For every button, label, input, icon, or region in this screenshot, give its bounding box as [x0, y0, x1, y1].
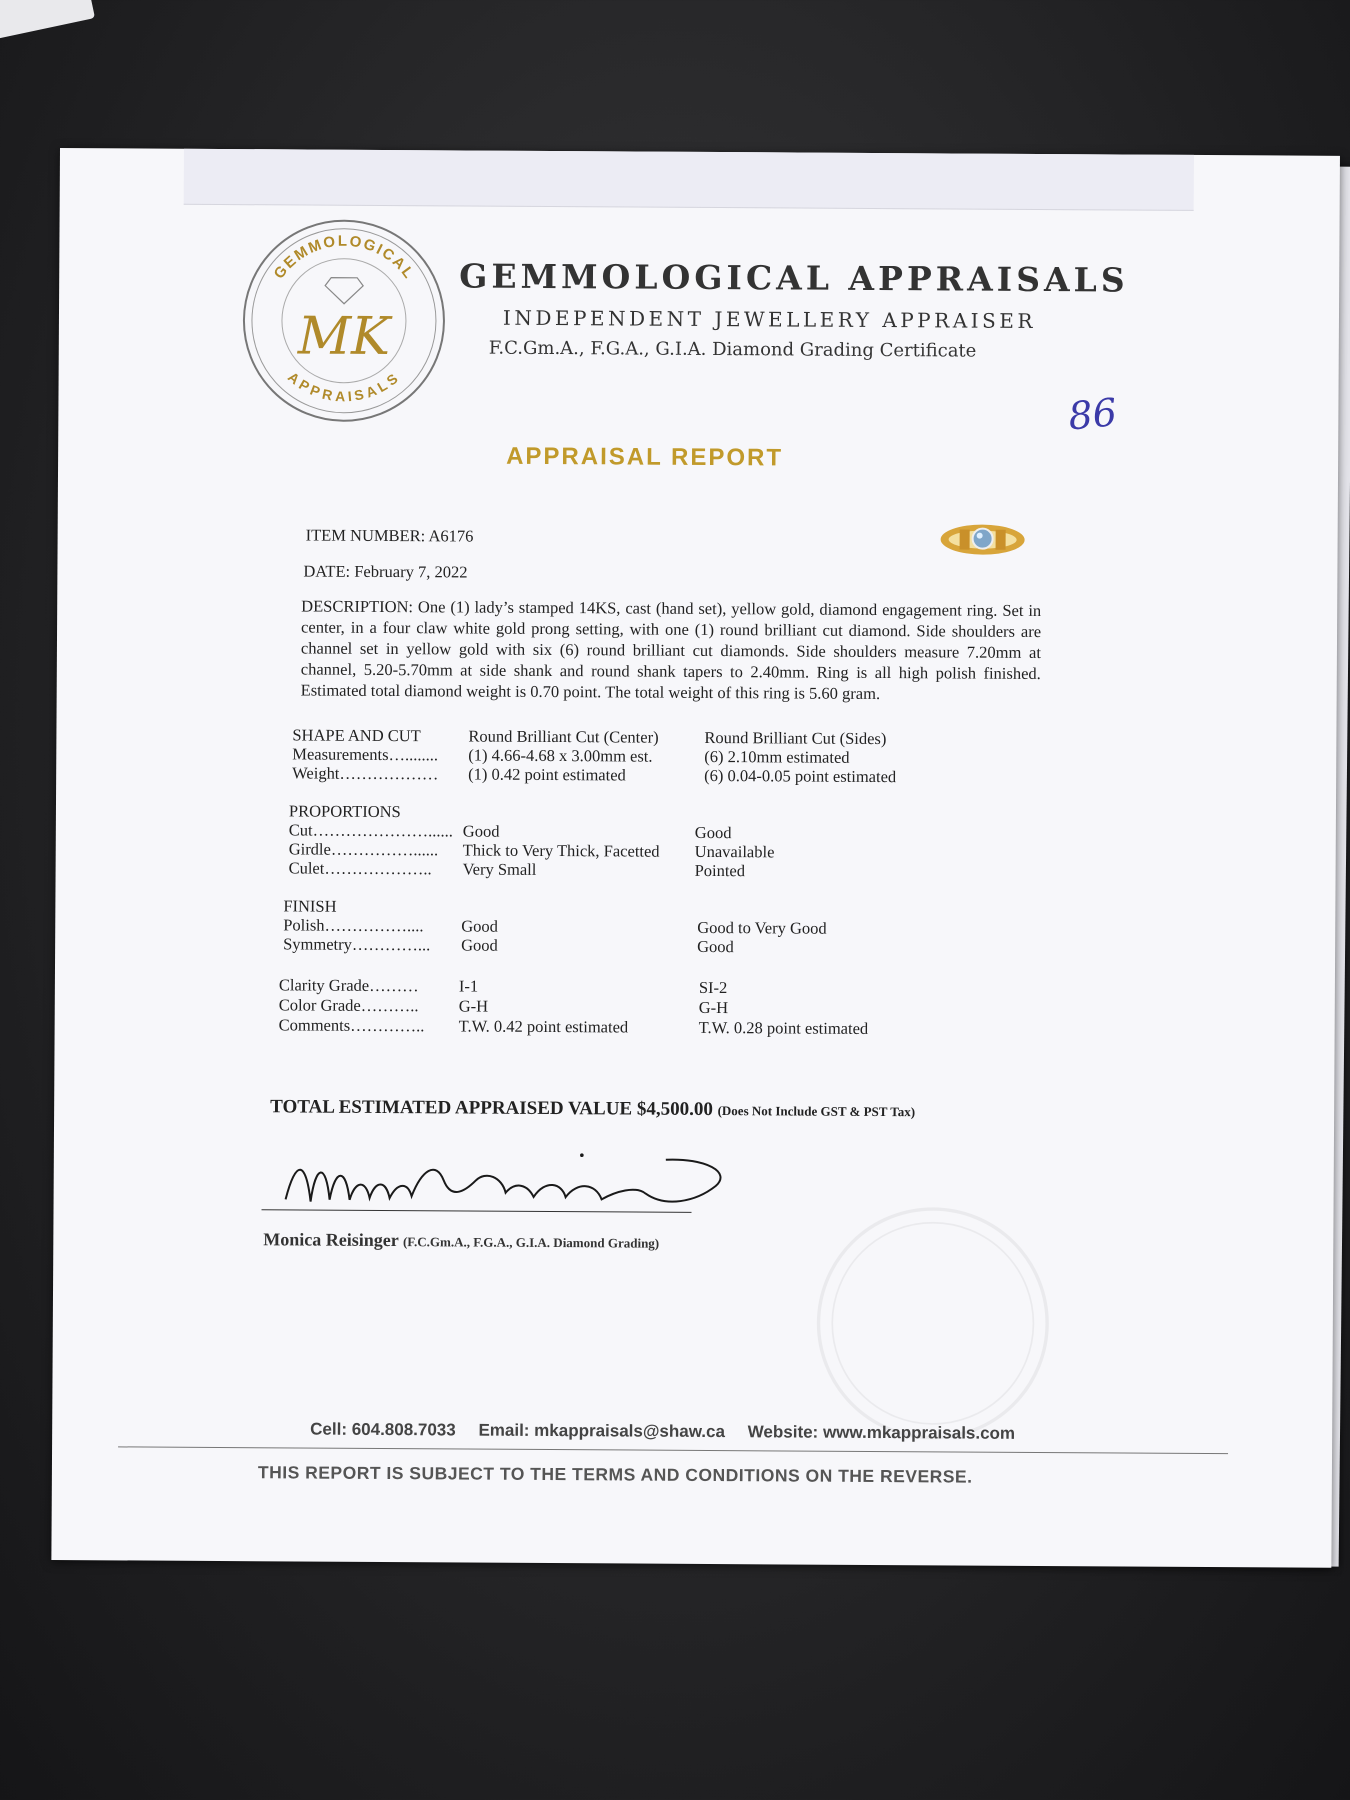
shape-heading: SHAPE AND CUT: [292, 725, 421, 746]
terms-notice: THIS REPORT IS SUBJECT TO THE TERMS AND CONDITIONS ON THE REVERSE.: [257, 1462, 973, 1487]
background-card-corner: [0, 0, 95, 41]
finish-table: [283, 896, 983, 960]
row-sides-value: G-H: [698, 997, 729, 1018]
proportions-heading: PROPORTIONS: [288, 801, 401, 822]
contact-info: [310, 1420, 1033, 1444]
row-label: Culet………………..: [288, 858, 432, 879]
row-sides-value: Good: [694, 822, 732, 843]
row-label: Symmetry…………...: [283, 934, 431, 955]
item-number: ITEM NUMBER: A6176: [305, 525, 474, 546]
total-value-note: (Does Not Include GST & PST Tax): [717, 1103, 916, 1120]
row-label: Clarity Grade………: [278, 975, 419, 996]
row-sides-value: Unavailable: [694, 841, 775, 862]
appraiser-signature: [265, 1139, 746, 1232]
total-appraised-value: [270, 1096, 915, 1122]
row-center-value: I-1: [458, 976, 479, 996]
company-name: GEMMOLOGICAL APPRAISALS: [459, 256, 1129, 300]
proportions-table: [289, 801, 989, 885]
row-center-value: Good: [462, 821, 500, 841]
row-center-value: (1) 4.66-4.68 x 3.00mm est.: [468, 745, 653, 766]
appraisal-document: [51, 148, 1340, 1568]
report-date: DATE: February 7, 2022: [303, 561, 468, 582]
row-sides-value: (6) 0.04-0.05 point estimated: [704, 765, 897, 787]
shape-col-center: Round Brilliant Cut (Center): [468, 726, 659, 747]
handwritten-number: 86: [1066, 390, 1119, 439]
total-value-text: TOTAL ESTIMATED APPRAISED VALUE $4,500.00: [270, 1096, 713, 1121]
seal-text-bottom: APPRAISALS: [284, 368, 403, 405]
row-label: Measurements…........: [292, 744, 439, 765]
company-header: [459, 256, 1220, 363]
svg-text:GEMMOLOGICAL: [271, 232, 419, 283]
appraiser-block: [263, 1229, 659, 1252]
company-subtitle: INDEPENDENT JEWELLERY APPRAISER: [502, 305, 1037, 333]
seal-monogram: MK: [297, 306, 391, 368]
row-label: Polish……………....: [283, 915, 424, 936]
row-sides-value: SI-2: [698, 977, 728, 998]
row-label: Comments…………..: [278, 1015, 425, 1036]
company-credentials: F.C.Gm.A., F.G.A., G.I.A. Diamond Grading Certificate: [488, 337, 977, 362]
footer-rule: [118, 1446, 1228, 1454]
row-center-value: G-H: [458, 996, 489, 1016]
row-sides-value: T.W. 0.28 point estimated: [698, 1017, 869, 1038]
ring-photo: [937, 513, 1027, 564]
row-sides-value: Pointed: [694, 860, 746, 881]
row-sides-value: Good to Very Good: [697, 917, 827, 938]
appraiser-credentials: (F.C.Gm.A., F.G.A., G.I.A. Diamond Grading): [402, 1234, 660, 1251]
row-label: Color Grade………..: [278, 995, 419, 1016]
report-title: APPRAISAL REPORT: [506, 442, 784, 472]
row-label: Cut…………………......: [288, 820, 453, 841]
finish-heading: FINISH: [283, 896, 337, 916]
row-center-value: (1) 0.42 point estimated: [468, 764, 626, 785]
seal-text-top: GEMMOLOGICAL: [270, 232, 418, 283]
appraiser-name: Monica Reisinger: [263, 1229, 399, 1251]
svg-text:APPRAISALS: [285, 369, 402, 405]
contact-website: Website: www.mkappraisals.com: [747, 1422, 1016, 1443]
shape-col-sides: Round Brilliant Cut (Sides): [704, 727, 887, 749]
row-center-value: Thick to Very Thick, Facetted: [462, 840, 660, 861]
contact-cell: Cell: 604.808.7033: [310, 1419, 456, 1440]
row-center-value: Good: [461, 935, 498, 955]
item-description: DESCRIPTION: One (1) lady’s stamped 14KS, cast (hand set), yellow gold, diamond engagement ring. Set in center, in a four claw white gold prong setting, with one (1) round brilliant cut diamond. Side shoulders are channel set in yellow gold with six (6) round brilliant cut diamonds. Side shoulders measure 7.20mm at channel, 5.20-5.70mm at side shank and round shank tapers to 2.40mm. Ring is all high polish finished. Estimated total diamond weight is 0.70 point. The total weight of this ring is 5.60 gram.: [300, 596, 1042, 704]
row-sides-value: Good: [697, 936, 734, 957]
contact-email: Email: mkappraisals@shaw.ca: [478, 1420, 726, 1442]
row-center-value: T.W. 0.42 point estimated: [458, 1016, 629, 1037]
row-sides-value: (6) 2.10mm estimated: [704, 746, 850, 767]
shape-and-cut-table: [292, 725, 992, 789]
grades-table: [279, 975, 999, 1041]
row-label: Weight………………: [292, 763, 439, 784]
row-label: Girdle……………......: [288, 839, 439, 860]
row-center-value: Very Small: [462, 859, 537, 879]
diamond-icon: [325, 278, 363, 304]
company-seal-logo: [238, 215, 449, 426]
row-center-value: Good: [461, 916, 498, 936]
show-through-seal: [812, 1203, 1053, 1444]
paper-top-band: [184, 149, 1194, 211]
